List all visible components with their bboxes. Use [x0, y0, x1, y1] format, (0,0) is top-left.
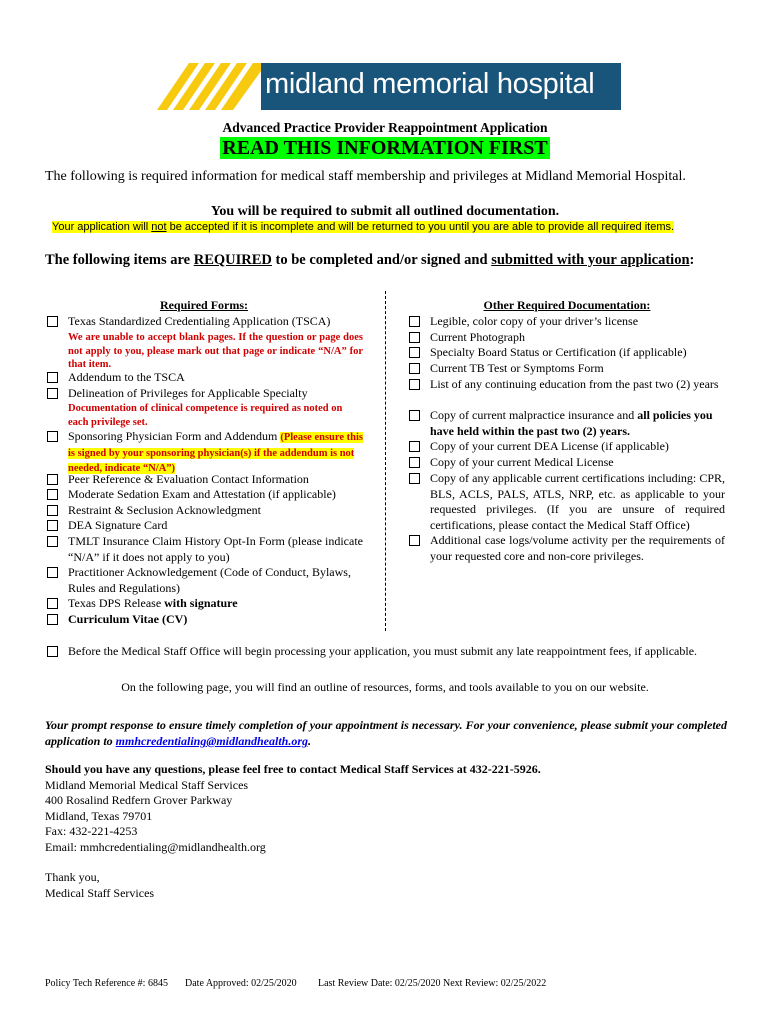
- malpractice-checkbox[interactable]: [409, 410, 420, 421]
- delineation-note: Documentation of clinical competence is required as noted on each privilege set.: [68, 403, 343, 428]
- malpractice-label: Copy of current malpractice insurance and all policies you have held within the past two (2) years.: [430, 408, 713, 438]
- ce-checkbox[interactable]: [409, 379, 420, 390]
- delineation-label: Delineation of Privileges for Applicable Specialty: [68, 386, 308, 400]
- practitioner-checkbox[interactable]: [47, 567, 58, 578]
- peer-label: Peer Reference & Evaluation Contact Information: [68, 472, 309, 486]
- medical-license-checkbox[interactable]: [409, 457, 420, 468]
- footer-review: Last Review Date: 02/25/2020 Next Review: 02/25/2022: [318, 978, 547, 989]
- sponsoring-note: (Please ensure this is signed by your sponsoring physician(s) if the addendum is not needed, indicate “N/A”): [68, 432, 363, 475]
- tb-label: Current TB Test or Symptoms Form: [430, 361, 604, 375]
- restraint-label: Restraint & Seclusion Acknowledgment: [68, 503, 261, 517]
- dps-checkbox[interactable]: [47, 598, 58, 609]
- photo-checkbox[interactable]: [409, 332, 420, 343]
- contact-email: Email: mmhcredentialing@midlandhealth.org: [45, 839, 266, 854]
- cv-checkbox[interactable]: [47, 614, 58, 625]
- fees-label: Before the Medical Staff Office will begin processing your application, you must submit any late reappointment fees, if applicable.: [68, 644, 698, 658]
- cv-label: Curriculum Vitae (CV): [68, 612, 188, 626]
- caselogs-checkbox[interactable]: [409, 535, 420, 546]
- contact-block: [45, 762, 541, 901]
- logo-text: midland memorial hospital: [265, 68, 595, 100]
- dea-signature-label: DEA Signature Card: [68, 518, 168, 532]
- tmlt-checkbox[interactable]: [47, 536, 58, 547]
- dps-label: Texas DPS Release with signature: [68, 596, 238, 610]
- fees-checkbox[interactable]: [47, 646, 58, 657]
- delineation-checkbox[interactable]: [47, 388, 58, 399]
- sponsoring-checkbox[interactable]: [47, 431, 58, 442]
- tsca-note: We are unable to accept blank pages. If the question or page does not apply to you, please mark out that page or indicate “N/A” for that item.: [68, 332, 363, 371]
- medical-license-label: Copy of your current Medical License: [430, 455, 614, 469]
- tsca-label: Texas Standardized Credentialing Application (TSCA): [68, 314, 331, 328]
- board-checkbox[interactable]: [409, 347, 420, 358]
- thanks-text: Thank you,: [45, 870, 100, 884]
- footer: [0, 978, 770, 992]
- sedation-checkbox[interactable]: [47, 489, 58, 500]
- certs-checkbox[interactable]: [409, 473, 420, 484]
- restraint-checkbox[interactable]: [47, 505, 58, 516]
- tsca-checkbox[interactable]: [47, 316, 58, 327]
- requirement-heading: You will be required to submit all outlined documentation.: [210, 204, 560, 219]
- contact-org: Midland Memorial Medical Staff Services: [45, 777, 249, 792]
- ce-label: List of any continuing education from the past two (2) years: [430, 377, 719, 391]
- dea-label: Copy of your current DEA License (if applicable): [430, 439, 669, 453]
- addendum-label: Addendum to the TSCA: [68, 370, 185, 384]
- license-checkbox[interactable]: [409, 316, 420, 327]
- incomplete-warning: Your application will not be accepted if it is incomplete and will be returned to you until you are able to provide all required items.: [52, 221, 675, 233]
- certs-label: Copy of any applicable current certifications including: CPR, BLS, ACLS, PALS, ATLS, NRP, etc. as applicable to your requested privileges. (If you are unsure of required certifications, please contact the Medical Staff Office): [430, 471, 725, 532]
- contact-fax: Fax: 432-221-4253: [45, 824, 138, 838]
- board-label: Specialty Board Status or Certification (if applicable): [430, 345, 687, 359]
- sedation-label: Moderate Sedation Exam and Attestation (if applicable): [68, 487, 336, 501]
- dea-signature-checkbox[interactable]: [47, 520, 58, 531]
- column-divider: [385, 291, 386, 631]
- signature-text: Medical Staff Services: [45, 885, 155, 900]
- contact-questions: Should you have any questions, please feel free to contact Medical Staff Services at 432-221-5926.: [45, 762, 541, 776]
- license-label: Legible, color copy of your driver’s license: [430, 314, 639, 328]
- required-items-heading: The following items are REQUIRED to be completed and/or signed and submitted with your application:: [45, 252, 695, 268]
- email-link[interactable]: mmhcredentialing@midlandhealth.org: [115, 734, 309, 748]
- footer-reference: Policy Tech Reference #: 6845: [45, 978, 168, 989]
- footer-approved: Date Approved: 02/25/2020: [185, 978, 297, 989]
- addendum-checkbox[interactable]: [47, 372, 58, 383]
- practitioner-label: Practitioner Acknowledgement (Code of Conduct, Bylaws, Rules and Regulations): [68, 565, 351, 595]
- tb-checkbox[interactable]: [409, 363, 420, 374]
- peer-checkbox[interactable]: [47, 474, 58, 485]
- form-title: Advanced Practice Provider Reappointment Application: [222, 120, 548, 135]
- contact-city: Midland, Texas 79701: [45, 808, 153, 823]
- read-first-banner: READ THIS INFORMATION FIRST: [222, 137, 548, 159]
- resources-note: On the following page, you will find an outline of resources, forms, and tools available to you on our website.: [121, 680, 649, 694]
- contact-street: 400 Rosalind Redfern Grover Parkway: [45, 793, 233, 807]
- photo-label: Current Photograph: [430, 330, 525, 344]
- tmlt-label: TMLT Insurance Claim History Opt-In Form (please indicate “N/A” if it does not apply to you): [68, 534, 363, 564]
- prompt-response-note: Your prompt response to ensure timely completion of your appointment is necessary. For your convenience, please submit your completed application to mmhcredentialing@midlandhealth.org.: [45, 718, 727, 748]
- required-forms-title: Required Forms:: [159, 298, 249, 312]
- intro-text: The following is required information for medical staff membership and privileges at Midland Memorial Hospital.: [45, 169, 686, 184]
- caselogs-label: Additional case logs/volume activity per the requirements of your requested core and non-core privileges.: [430, 533, 725, 563]
- dea-checkbox[interactable]: [409, 441, 420, 452]
- sponsoring-label: Sponsoring Physician Form and Addendum (Please ensure this is signed by your sponsoring physician(s) if the addendum is not needed, indicate “N/A”): [68, 429, 363, 475]
- other-docs-title: Other Required Documentation:: [483, 298, 651, 312]
